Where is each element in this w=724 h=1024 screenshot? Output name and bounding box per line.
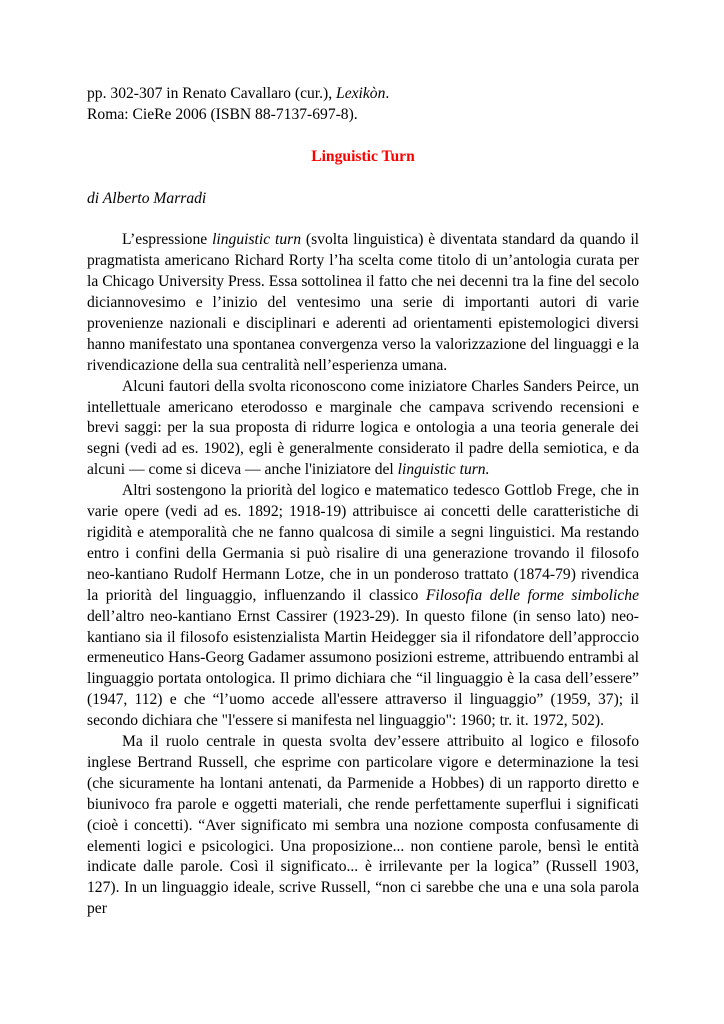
document-page	[87, 84, 639, 920]
paragraph-italic: linguistic turn	[212, 231, 302, 249]
paragraph	[87, 732, 639, 920]
citation-text: pp. 302-307 in Renato Cavallaro (cur.),	[87, 85, 337, 102]
paragraph	[87, 377, 639, 482]
article-body	[87, 230, 639, 920]
paragraph	[87, 481, 639, 732]
citation-book-title: Lexikòn	[336, 85, 386, 102]
paragraph-text: dell’altro neo-kantiano Ernst Cassirer (1923-29). In questo filone (in senso lato) neo-kantiano sia il filosofo esistenzialista Martin Heidegger sia il rifondatore dell’approccio ermeneutico Hans-Georg Gadamer assumono posizioni estreme, attribuendo entrambi al linguaggio portata ontologica. Il primo dichiara che “il linguaggio è la casa dell’essere” (1947, 112) e che “l’uomo accede all'essere attraverso il linguaggio” (1959, 37); il secondo dichiara che "l'essere si manifesta nel linguaggio": 1960; tr. it. 1972, 502).	[87, 607, 639, 730]
paragraph-text: Alcuni fautori della svolta riconoscono come iniziatore Charles Sanders Peirce, un intellettuale americano eterodosso e marginale che campava scrivendo recensioni e brevi saggi: per la sua proposta di ridurre logica e ontologia a una teoria generale dei segni (vedi ad es. 1902), egli è generalmente considerato il padre della semiotica, e da alcuni — come si diceva — anche l'iniziatore del	[87, 377, 639, 479]
paragraph-text: L’espressione	[122, 231, 213, 249]
citation-line-2: Roma: CieRe 2006 (ISBN 88-7137-697-8).	[87, 105, 358, 123]
citation-punct: .	[385, 85, 390, 102]
citation-line-1	[87, 84, 639, 105]
paragraph-text: Altri sostengono la priorità del logico e matematico tedesco Gottlob Frege, che in varie opere (vedi ad es. 1892; 1918-19) attribuisce ai concetti delle caratteristiche di rigidità e atemporalità che ne fanno qualcosa di simile a segni linguistici. Ma restando entro i confini della Germania si può risalire di una generazione trovando il filosofo neo-kantiano Rudolf Hermann Lotze, che in un ponderoso trattato (1874-79) rivendica la priorità del linguaggio, influenzando il classico	[87, 482, 639, 604]
article-author: di Alberto Marradi	[87, 189, 207, 207]
paragraph-italic: linguistic turn.	[397, 461, 490, 479]
paragraph-text: Ma il ruolo centrale in questa svolta dev’essere attribuito al logico e filosofo inglese Bertrand Russell, che esprime con particolare vigore e determinazione la tesi (che sicuramente ha lontani antenati, da Parmenide a Hobbes) di un rapporto diretto e biunivoco fra parole e oggetti materiali, che rende perfettamente superflui i significati (cioè i concetti). “Aver significato mi sembra una nozione composta confusamente di elementi logici e psicologici. Una proposizione... non contiene parole, bensì le entità indicate dalle parole. Così il significato... è irrilevante per la logica” (Russell 1903, 127). In un linguaggio ideale, scrive Russell, “non ci sarebbe che una e una sola parola per	[87, 733, 639, 918]
paragraph-italic: Filosofia delle forme simboliche	[425, 586, 639, 604]
article-title: Linguistic Turn	[311, 147, 415, 165]
paragraph-text: (svolta linguistica) è diventata standard da quando il pragmatista americano Richard Rorty l’ha scelta come titolo di un’antologia curata per la Chicago University Press. Essa sottolinea il fatto che nei decenni tra la fine del secolo diciannovesimo e l’inizio del ventesimo una serie di importanti autori di varie provenienze nazionali e disciplinari e aderenti ad orientamenti epistemologici diversi hanno manifestato una spontanea convergenza verso la valorizzazione del linguaggi e la rivendicazione della sua centralità nell’esperienza umana.	[87, 231, 639, 374]
paragraph	[87, 230, 639, 376]
